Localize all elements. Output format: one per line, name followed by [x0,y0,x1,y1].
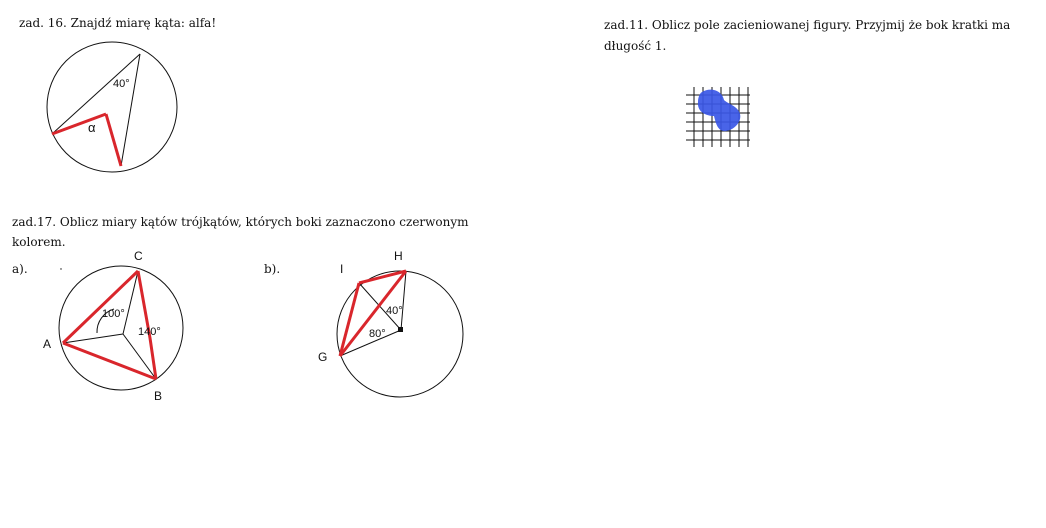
task17a-point-a: A [43,337,52,351]
task17b-point-h: H [394,249,403,263]
task17b-center-dot [398,327,403,332]
task17a-angle-100: 100° [102,308,125,320]
task17a-point-b: B [154,389,163,403]
task17-line2: kolorem. [12,235,66,249]
task17b-line-center-h [401,271,406,330]
task17-line1: zad.17. Oblicz miary kątów trójkątów, których boki zaznaczono czerwonym [12,215,469,229]
task17a-angle-140: 140° [138,326,161,338]
task11-line1: zad.11. Oblicz pole zacieniowanej figury. Przyjmij że bok kratki ma [604,18,1011,32]
task17a-label: a). [12,262,28,276]
task17b-angle-40: 40° [386,305,403,317]
task16-angle-label: 40° [113,78,130,90]
task17b-label: b). [264,262,281,276]
task17b-angle-80: 80° [369,328,386,340]
task11-line2: długość 1. [604,39,667,53]
task16-title: zad. 16. Znajdź miarę kąta: alfa! [19,16,217,30]
task17a-point-c: C [134,249,143,263]
task17b-point-i: I [340,262,344,276]
task17b-point-g: G [318,350,328,364]
task16-alpha-label: α [88,120,96,135]
